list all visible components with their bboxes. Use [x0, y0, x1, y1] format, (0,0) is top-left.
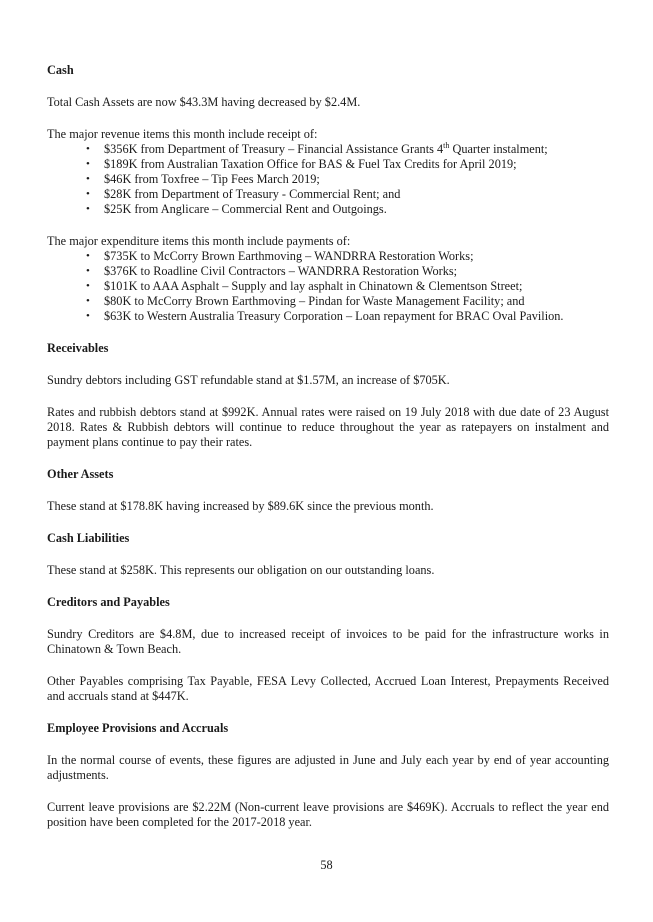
bullet-icon: • [86, 295, 90, 307]
expenditure-item-text: $101K to AAA Asphalt – Supply and lay asphalt in Chinatown & Clementson Street; [104, 279, 523, 293]
section-heading-creditors: Creditors and Payables [47, 595, 170, 609]
creditors-paragraph-2: Other Payables comprising Tax Payable, FESA Levy Collected, Accrued Loan Interest, Prepayments Received and accruals stand at $447K. [47, 674, 609, 703]
section-heading-cash: Cash [47, 63, 74, 77]
bullet-icon: • [86, 173, 90, 185]
bullet-icon: • [86, 143, 90, 155]
list-item [47, 279, 609, 294]
expenditure-item-text: $80K to McCorry Brown Earthmoving – Pindan for Waste Management Facility; and [104, 294, 525, 308]
list-item [47, 187, 609, 202]
section-heading-receivables: Receivables [47, 341, 109, 355]
revenue-intro: The major revenue items this month include receipt of: [47, 127, 318, 141]
revenue-item-text: $28K from Department of Treasury - Commercial Rent; and [104, 187, 401, 201]
list-item [47, 249, 609, 264]
bullet-icon: • [86, 310, 90, 322]
expenditure-list [47, 249, 609, 324]
expenditure-item-text: $63K to Western Australia Treasury Corporation – Loan repayment for BRAC Oval Pavilion. [104, 309, 564, 323]
list-item [47, 202, 609, 217]
section-heading-cash-liabilities: Cash Liabilities [47, 531, 130, 545]
cash-liabilities-paragraph: These stand at $258K. This represents our obligation on our outstanding loans. [47, 563, 435, 577]
list-item [47, 294, 609, 309]
list-item [47, 157, 609, 172]
revenue-item-text: $189K from Australian Taxation Office for BAS & Fuel Tax Credits for April 2019; [104, 157, 517, 171]
section-heading-provisions: Employee Provisions and Accruals [47, 721, 229, 735]
expenditure-item-text: $735K to McCorry Brown Earthmoving – WANDRRA Restoration Works; [104, 249, 474, 263]
revenue-item-tail: Quarter instalment; [449, 142, 548, 156]
bullet-icon: • [86, 203, 90, 215]
revenue-list [47, 142, 609, 217]
bullet-icon: • [86, 280, 90, 292]
bullet-icon: • [86, 188, 90, 200]
list-item [47, 309, 609, 324]
bullet-icon: • [86, 158, 90, 170]
document-body [47, 63, 609, 830]
list-item [47, 172, 609, 187]
expenditure-item-text: $376K to Roadline Civil Contractors – WANDRRA Restoration Works; [104, 264, 458, 278]
page-number: 58 [320, 858, 333, 872]
list-item [47, 264, 609, 279]
list-item [47, 142, 609, 157]
provisions-paragraph-2: Current leave provisions are $2.22M (Non-current leave provisions are $469K). Accruals to reflect the year end position have been completed for the 2017-2018 year. [47, 800, 609, 829]
cash-total-paragraph: Total Cash Assets are now $43.3M having decreased by $2.4M. [47, 95, 361, 109]
expenditure-intro: The major expenditure items this month include payments of: [47, 234, 351, 248]
ordinal-suffix: th [443, 140, 450, 150]
revenue-item-text: $46K from Toxfree – Tip Fees March 2019; [104, 172, 320, 186]
provisions-paragraph-1: In the normal course of events, these figures are adjusted in June and July each year by end of year accounting adjustments. [47, 753, 609, 782]
creditors-paragraph-1: Sundry Creditors are $4.8M, due to increased receipt of invoices to be paid for the infrastructure works in Chinatown & Town Beach. [47, 627, 609, 656]
bullet-icon: • [86, 250, 90, 262]
other-assets-paragraph: These stand at $178.8K having increased by $89.6K since the previous month. [47, 499, 434, 513]
section-heading-other-assets: Other Assets [47, 467, 114, 481]
bullet-icon: • [86, 265, 90, 277]
revenue-item-text: $356K from Department of Treasury – Financial Assistance Grants 4 [104, 142, 444, 156]
receivables-paragraph-1: Sundry debtors including GST refundable stand at $1.57M, an increase of $705K. [47, 373, 450, 387]
revenue-item-text: $25K from Anglicare – Commercial Rent and Outgoings. [104, 202, 387, 216]
receivables-paragraph-2: Rates and rubbish debtors stand at $992K. Annual rates were raised on 19 July 2018 with due date of 23 August 2018. Rates & Rubbish debtors will continue to reduce throughout the year as ratepayers on instalment and payment plans continue to pay their rates. [47, 405, 609, 449]
